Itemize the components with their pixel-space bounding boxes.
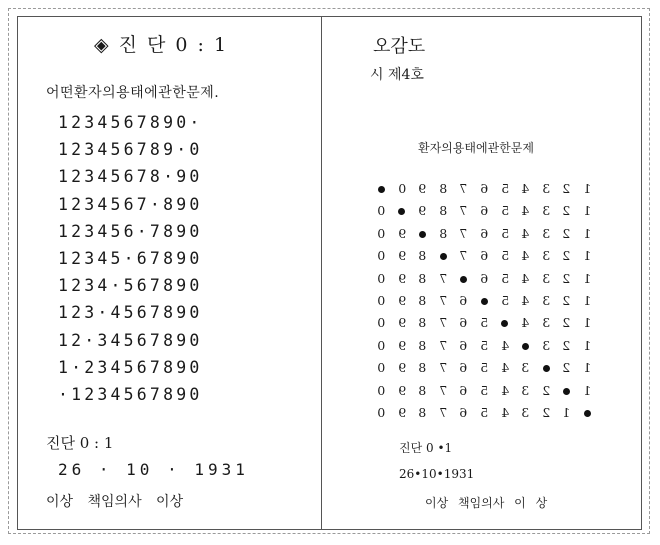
grid-row [371,402,598,424]
grid-digit: 1 [583,270,592,286]
grid-digit: 2 [542,404,551,420]
left-row: 12345·67890 [58,248,203,268]
grid-digit: 2 [542,382,551,398]
grid-digit: 1 [583,248,592,264]
grid-digit: 6 [459,404,468,420]
dot-mark [440,253,447,260]
right-title: 오감도 [373,36,426,57]
grid-digit: 8 [418,404,427,420]
grid-digit: 3 [542,270,551,286]
grid-dot [392,200,413,222]
right-subject: 환자의용태에관한문제 [418,141,534,155]
grid-digit: 2 [562,315,571,331]
dot-mark [460,276,467,283]
grid-digit: 6 [459,292,468,308]
left-signature: 이상 책임의사 이상 [46,494,184,510]
grid-digit: 3 [521,360,530,376]
grid-digit: 8 [418,360,427,376]
right-digit-grid [371,178,598,424]
grid-digit: 0 [377,248,386,264]
dot-mark [522,343,529,350]
grid-digit: 0 [377,382,386,398]
right-subtitle: 시 제4호 [370,67,424,83]
left-row: 123456·7890 [58,221,203,241]
left-row: ·1234567890 [58,384,203,404]
grid-row [371,290,598,312]
grid-digit: 9 [397,270,406,286]
left-row: 1·234567890 [58,357,203,377]
grid-digit: 0 [377,225,386,241]
grid-digit: 5 [500,248,509,264]
grid-digit: 1 [583,315,592,331]
grid-digit: 1 [583,337,592,353]
grid-digit: 7 [459,225,468,241]
grid-digit: 4 [500,382,509,398]
grid-digit: 8 [418,292,427,308]
grid-dot [577,402,598,424]
grid-digit: 5 [480,337,489,353]
grid-digit: 8 [418,248,427,264]
grid-digit: 1 [583,292,592,308]
grid-digit: 6 [459,360,468,376]
grid-digit: 6 [459,315,468,331]
grid-digit: 4 [521,225,530,241]
grid-digit: 7 [439,337,448,353]
grid-digit: 2 [562,203,571,219]
grid-digit: 7 [439,270,448,286]
grid-digit: 9 [397,292,406,308]
grid-dot [474,290,495,312]
grid-digit: 5 [480,404,489,420]
grid-digit: 2 [562,360,571,376]
grid-dot [495,312,516,334]
grid-digit: 0 [397,181,406,196]
grid-digit: 5 [480,315,489,331]
grid-digit: 3 [542,225,551,241]
grid-digit: 7 [439,404,448,420]
grid-digit: 3 [542,181,551,196]
grid-dot [515,335,536,357]
dot-mark [543,365,550,372]
left-row: 1234567890· [58,113,203,132]
grid-digit: 4 [521,203,530,219]
left-row: 12345678·90 [58,167,203,187]
grid-row [371,312,598,334]
grid-digit: 8 [439,225,448,241]
grid-digit: 0 [377,292,386,308]
left-subject: 어떤환자의용태에관한문제. [46,85,220,101]
grid-digit: 3 [542,315,551,331]
right-diagnosis-label: 진단 0 •1 [399,441,453,455]
grid-row [371,200,598,222]
grid-digit: 0 [377,337,386,353]
grid-digit: 6 [459,382,468,398]
grid-digit: 4 [500,337,509,353]
grid-digit: 4 [521,292,530,308]
grid-digit: 6 [480,225,489,241]
grid-row [371,178,598,200]
grid-digit: 5 [500,292,509,308]
grid-digit: 8 [418,337,427,353]
grid-digit: 1 [562,404,571,420]
grid-digit: 0 [377,404,386,420]
grid-dot [536,357,557,379]
grid-digit: 9 [397,404,406,420]
right-date: 26•10•1931 [399,467,475,481]
grid-dot [556,380,577,402]
grid-digit: 6 [459,337,468,353]
grid-digit: 9 [397,225,406,241]
grid-row [371,268,598,290]
grid-digit: 3 [542,337,551,353]
right-signature: 이상 책임의사 이 상 [425,496,548,510]
grid-row [371,380,598,402]
grid-digit: 1 [583,360,592,376]
grid-digit: 5 [500,203,509,219]
grid-row [371,245,598,267]
grid-digit: 0 [377,203,386,219]
grid-digit: 3 [521,382,530,398]
grid-row [371,357,598,379]
left-title: ◈ 진 단 0 : 1 [93,34,229,56]
grid-digit: 9 [397,315,406,331]
grid-digit: 6 [480,203,489,219]
left-row: 1234567·890 [58,194,203,214]
dot-mark [501,320,508,327]
grid-digit: 1 [583,203,592,219]
grid-digit: 7 [439,382,448,398]
grid-digit: 3 [542,203,551,219]
grid-digit: 8 [439,181,448,196]
grid-dot [412,223,433,245]
dot-mark [398,208,405,215]
grid-digit: 7 [459,248,468,264]
grid-digit: 2 [562,270,571,286]
grid-digit: 1 [583,382,592,398]
grid-digit: 3 [542,248,551,264]
grid-digit: 1 [583,225,592,241]
grid-digit: 9 [418,203,427,219]
grid-digit: 4 [500,360,509,376]
grid-digit: 9 [397,248,406,264]
grid-digit: 8 [418,270,427,286]
grid-digit: 1 [583,181,592,196]
left-row: 1234·567890 [58,276,203,296]
grid-digit: 8 [418,382,427,398]
grid-digit: 6 [480,248,489,264]
dot-mark [563,388,570,395]
grid-digit: 2 [562,337,571,353]
grid-digit: 9 [397,382,406,398]
grid-digit: 8 [439,203,448,219]
grid-digit: 2 [562,181,571,196]
grid-digit: 8 [418,315,427,331]
grid-digit: 9 [397,337,406,353]
dot-mark [419,231,426,238]
grid-dot [453,268,474,290]
column-divider [321,16,322,530]
grid-digit: 4 [521,181,530,196]
grid-row [371,335,598,357]
grid-digit: 7 [439,360,448,376]
grid-digit: 9 [418,181,427,196]
grid-digit: 5 [480,360,489,376]
grid-digit: 6 [480,270,489,286]
grid-digit: 2 [562,225,571,241]
left-row: 12·34567890 [58,330,203,350]
grid-digit: 5 [480,382,489,398]
grid-digit: 0 [377,270,386,286]
grid-digit: 7 [459,203,468,219]
left-row: 123·4567890 [58,303,203,323]
left-date: 26 · 10 · 1931 [58,460,249,479]
left-row: 123456789·0 [58,140,203,160]
dot-mark [584,410,591,417]
grid-digit: 5 [500,225,509,241]
grid-digit: 7 [439,292,448,308]
grid-digit: 7 [439,315,448,331]
grid-row [371,223,598,245]
left-diagnosis-label: 진단 0 : 1 [46,434,114,452]
dot-mark [378,186,385,193]
grid-digit: 3 [521,404,530,420]
grid-digit: 4 [521,315,530,331]
grid-dot [433,245,454,267]
grid-digit: 0 [377,360,386,376]
grid-digit: 2 [562,292,571,308]
grid-digit: 4 [521,270,530,286]
grid-digit: 2 [562,248,571,264]
grid-digit: 7 [459,181,468,196]
grid-digit: 0 [377,315,386,331]
grid-digit: 9 [397,360,406,376]
left-digit-rows [58,109,202,408]
grid-digit: 6 [480,181,489,196]
grid-digit: 5 [500,270,509,286]
grid-dot [371,178,392,200]
dot-mark [481,298,488,305]
grid-digit: 5 [500,181,509,196]
grid-digit: 4 [521,248,530,264]
grid-digit: 4 [500,404,509,420]
grid-digit: 3 [542,292,551,308]
